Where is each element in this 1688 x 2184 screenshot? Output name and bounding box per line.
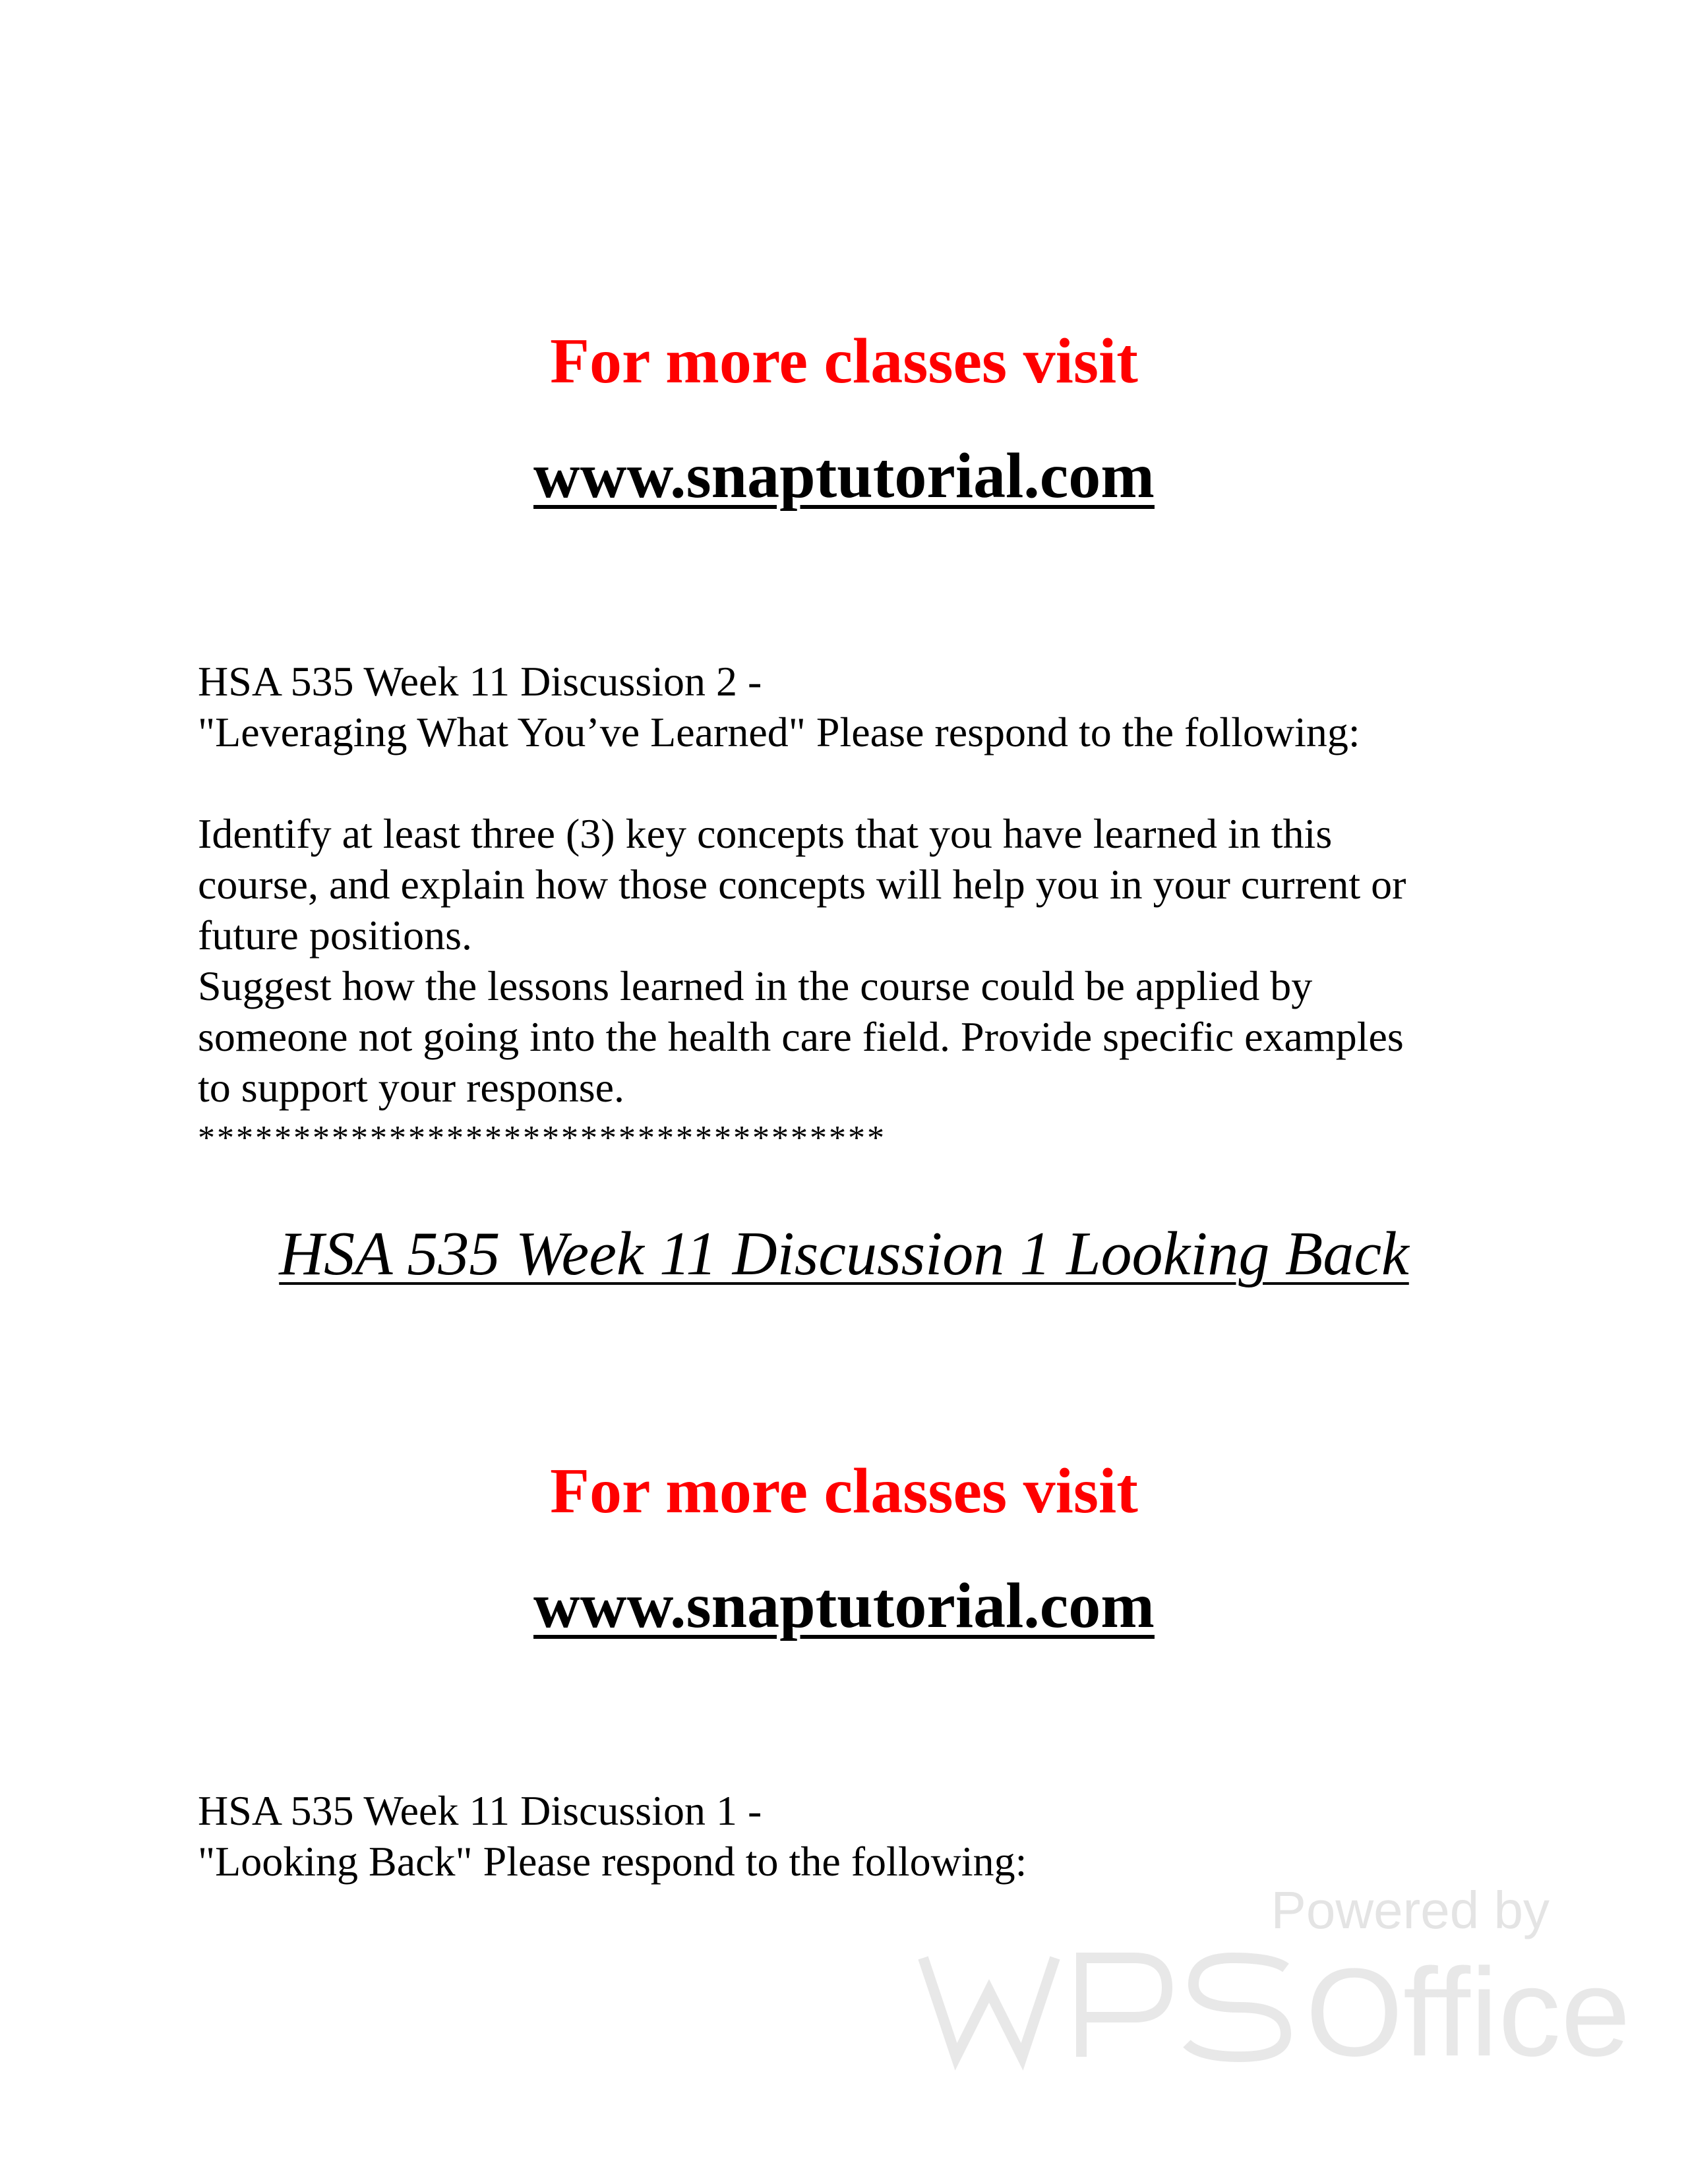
- separator: ************************************: [198, 1119, 886, 1157]
- discussion-2-question-2: Suggest how the lessons learned in the course could be applied by: [198, 962, 1313, 1009]
- svg-text:Office: Office: [1306, 1943, 1631, 2082]
- discussion-2-question-1: Identify at least three (3) key concepts that you have learned in this: [198, 810, 1333, 857]
- promo-link-text[interactable]: www.snaptutorial.com: [533, 1570, 1155, 1641]
- discussion-2-question-2: to support your response.: [198, 1064, 625, 1111]
- discussion-2-title: HSA 535 Week 11 Discussion 2 -: [198, 658, 762, 705]
- discussion-1-prompt: "Looking Back" Please respond to the following:: [198, 1838, 1027, 1885]
- promo-heading: For more classes visit: [550, 1456, 1138, 1527]
- discussion-1-title: HSA 535 Week 11 Discussion 1 -: [198, 1787, 762, 1834]
- promo-heading: For more classes visit: [550, 326, 1138, 397]
- watermark-label: Powered by: [1271, 1881, 1550, 1939]
- discussion-2-block: [198, 656, 1517, 1164]
- promo-link-text[interactable]: www.snaptutorial.com: [533, 440, 1155, 512]
- promo-link[interactable]: [0, 436, 1688, 516]
- discussion-2-prompt: "Leveraging What You’ve Learned" Please respond to the following:: [198, 709, 1360, 755]
- discussion-2-question-1: future positions.: [198, 912, 472, 959]
- wps-office-logo: [917, 1943, 1631, 2082]
- discussion-2-question-2: someone not going into the health care field. Provide specific examples: [198, 1013, 1404, 1060]
- discussion-2-question-1: course, and explain how those concepts will help you in your current or: [198, 861, 1406, 908]
- promo-link[interactable]: [0, 1566, 1688, 1645]
- discussion-1-block: [198, 1785, 1517, 1887]
- section-title[interactable]: [0, 1214, 1688, 1293]
- section-title-link[interactable]: HSA 535 Week 11 Discussion 1 Looking Back: [279, 1220, 1409, 1288]
- wps-office-watermark: [917, 1879, 1631, 2082]
